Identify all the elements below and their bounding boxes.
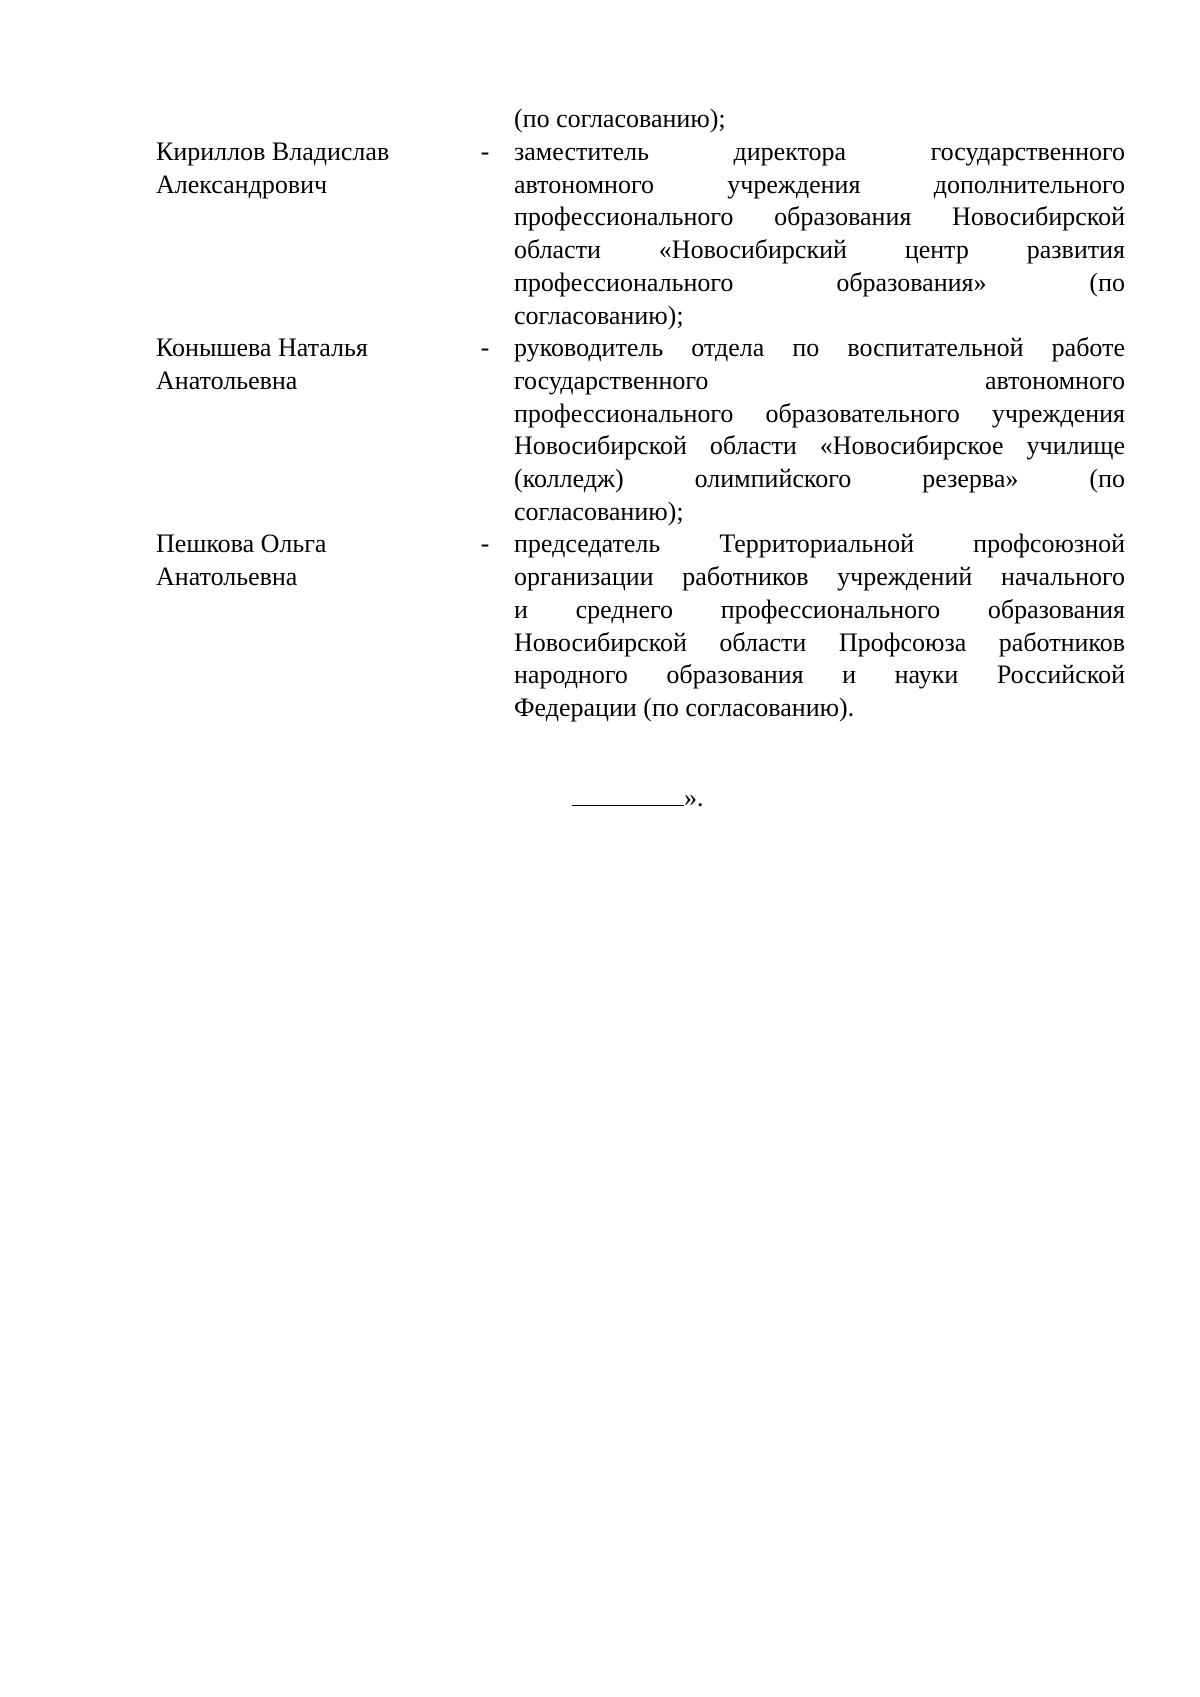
member-name-line: Анатольевна bbox=[156, 562, 298, 592]
member-description-line: автономного учреждения дополнительного bbox=[514, 169, 1125, 199]
member-description-line: профессионального образования» (по bbox=[514, 267, 1125, 297]
member-description-line: профессионального образования Новосибирской bbox=[514, 202, 1125, 232]
member-description-line: народного образования и науки Российской bbox=[514, 660, 1125, 690]
closing-line bbox=[572, 781, 704, 815]
member-name-line: Анатольевна bbox=[156, 365, 298, 395]
member-description-line: (колледж) олимпийского резерва» (по bbox=[514, 464, 1125, 494]
member-name-line: Пешкова Ольга bbox=[156, 529, 327, 559]
member-dash: - bbox=[480, 333, 490, 363]
member-name-line: Кириллов Владислав bbox=[156, 137, 390, 166]
member-name bbox=[156, 528, 456, 593]
member-name-line: Александрович bbox=[156, 169, 328, 199]
member-dash: - bbox=[480, 137, 490, 166]
member-description-line: руководитель отдела по воспитательной работе bbox=[514, 333, 1125, 363]
member-dash: - bbox=[480, 529, 490, 559]
continuation-line: (по согласованию); bbox=[514, 104, 726, 133]
member-description-line: профессионального образовательного учреждения bbox=[514, 398, 1125, 428]
member-description bbox=[514, 528, 1125, 724]
member-description-line: государственного автономного bbox=[514, 365, 1125, 395]
signature-blank-line bbox=[572, 781, 684, 806]
member-description-line: организации работников учреждений начального bbox=[514, 562, 1125, 592]
member-entry bbox=[156, 528, 1125, 724]
member-description-line: и среднего профессионального образования bbox=[514, 594, 1125, 624]
member-description bbox=[514, 332, 1125, 528]
member-entry bbox=[156, 332, 1125, 528]
closing-quote: ». bbox=[684, 783, 704, 812]
member-description-line: согласованию); bbox=[514, 496, 684, 526]
member-entry bbox=[156, 136, 1125, 332]
member-name bbox=[156, 136, 456, 201]
member-description-line: согласованию); bbox=[514, 300, 684, 330]
member-description-line: Новосибирской области «Новосибирское училище bbox=[514, 431, 1125, 461]
members-list bbox=[156, 136, 1125, 725]
member-description-line: области «Новосибирский центр развития bbox=[514, 235, 1125, 265]
member-description-line: председатель Территориальной профсоюзной bbox=[514, 529, 1125, 559]
member-description-line: заместитель директора государственного bbox=[514, 137, 1125, 166]
member-name-line: Конышева Наталья bbox=[156, 333, 368, 363]
member-description-line: Федерации (по согласованию). bbox=[514, 692, 855, 722]
member-description-line: Новосибирской области Профсоюза работников bbox=[514, 627, 1125, 657]
member-name bbox=[156, 332, 456, 397]
member-description bbox=[514, 136, 1125, 332]
